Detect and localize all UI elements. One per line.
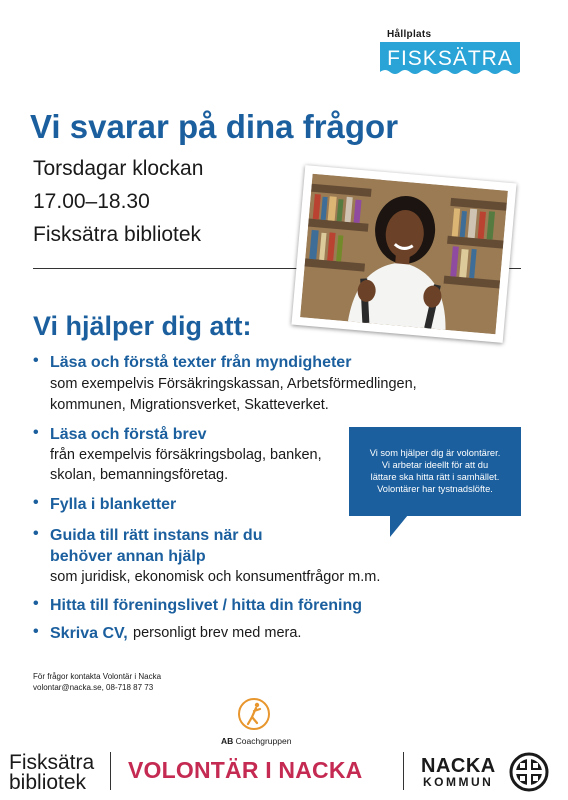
list-item-heading: Guida till rätt instans när du (50, 527, 263, 544)
list-item-text: som juridisk, ekonomisk och konsumentfrågor m.m. (50, 569, 381, 585)
list-item-text: personligt brev med mera. (133, 625, 302, 641)
logo-wave-icon (380, 67, 520, 75)
student-photo-image (300, 174, 508, 335)
bubble-line: Vi som hjälper dig är volontärer. (369, 448, 501, 458)
bullet-icon: • (33, 352, 39, 369)
footer-divider (403, 752, 404, 790)
nacka-kommun-line2: KOMMUN (423, 775, 494, 789)
footer-divider (110, 752, 111, 790)
page-title: Vi svarar på dina frågor (30, 108, 399, 145)
volunteer-info-bubble (349, 427, 521, 516)
bullet-icon: • (33, 623, 39, 640)
library-name-line2: bibliotek (9, 771, 87, 794)
logo-fisksatra (380, 42, 520, 75)
photo-student (291, 165, 516, 343)
contact-text: För frågor kontakta Volontär i Nacka (33, 672, 162, 681)
ab-coachgruppen-logo-icon (237, 697, 271, 731)
logo-fisksatra-text: FISKSÄTRA (387, 47, 513, 70)
library-name-line1: Fisksätra (9, 751, 95, 774)
contact-email: volontar@nacka.se, 08-718 87 73 (33, 683, 154, 692)
schedule-time: 17.00–18.30 (33, 190, 150, 213)
list-item-text: skolan, bemanningsföretag. (50, 467, 229, 483)
nacka-kommun-line1: NACKA (421, 755, 496, 777)
logo-hallplats-label: Hållplats (387, 29, 432, 40)
bullet-icon: • (33, 595, 39, 612)
list-item-text: från exempelvis försäkringsbolag, banken, (50, 447, 322, 463)
ab-prefix: AB (221, 736, 234, 746)
bullet-icon: • (33, 525, 39, 542)
bubble-line: Vi arbetar ideellt för att du (381, 460, 489, 470)
ab-name: Coachgruppen (235, 736, 292, 746)
list-item-heading: Läsa och förstå texter från myndigheter (50, 354, 352, 371)
nacka-kommun-seal-icon (509, 752, 549, 792)
list-item-heading: behöver annan hjälp (50, 548, 206, 565)
bubble-line: Volontärer har tystnadslöfte. (377, 484, 493, 494)
list-item-heading: Hitta till föreningslivet / hitta din förening (50, 597, 362, 614)
list-item-heading: Skriva CV, (50, 625, 128, 642)
volontar-i-nacka-logo: VOLONTÄR I NACKA (128, 757, 363, 783)
list-item-heading: Fylla i blanketter (50, 496, 177, 513)
ab-coachgruppen-name (221, 736, 291, 746)
bullet-icon: • (33, 494, 39, 511)
list-item-text: kommunen, Migrationsverket, Skatteverket. (50, 397, 329, 413)
section-title: Vi hjälper dig att: (33, 311, 252, 341)
schedule-place: Fisksätra bibliotek (33, 223, 202, 246)
bubble-tail (390, 515, 408, 537)
schedule-day: Torsdagar klockan (33, 157, 204, 180)
list-item-heading: Läsa och förstå brev (50, 426, 207, 443)
bubble-line: lättare ska hitta rätt i samhället. (370, 472, 500, 482)
list-item-text: som exempelvis Försäkringskassan, Arbetsförmedlingen, (50, 376, 417, 392)
bullet-icon: • (33, 424, 39, 441)
